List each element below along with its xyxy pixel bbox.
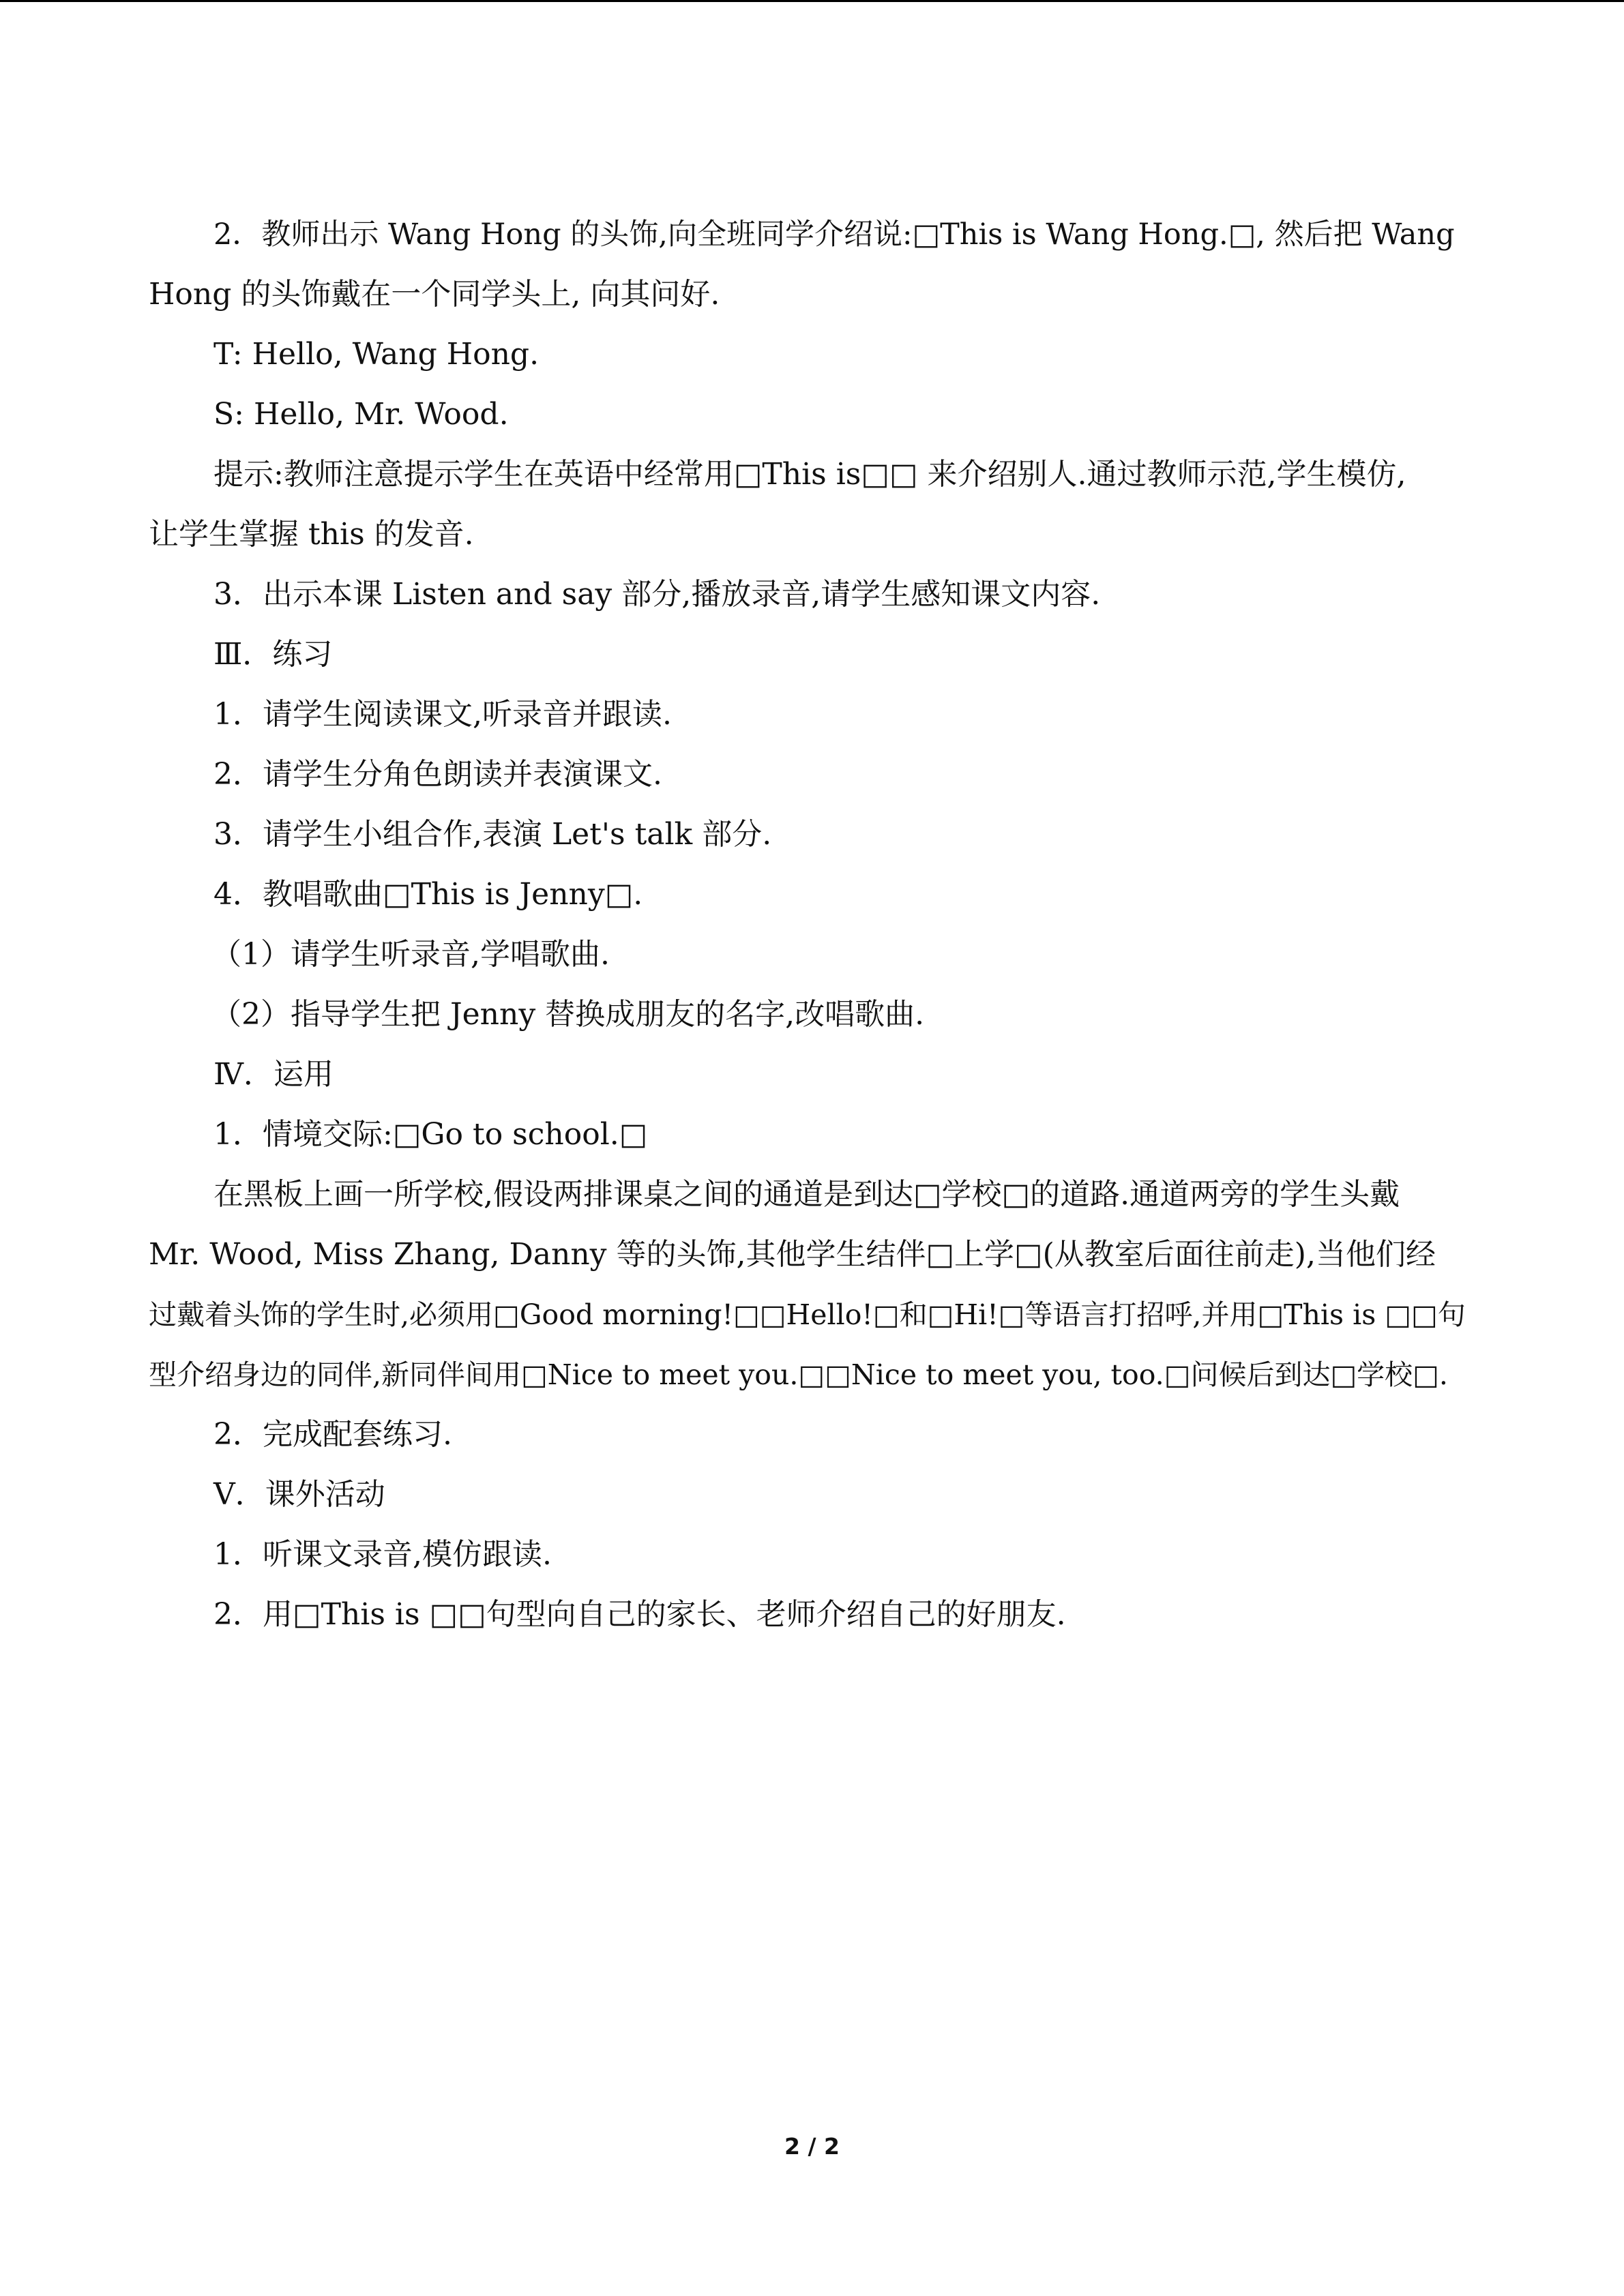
paragraph-line: 让学生掌握 this 的发音. xyxy=(149,517,474,552)
paragraph-line: Hong 的头饰戴在一个同学头上, 向其问好. xyxy=(149,277,720,312)
page-number: 2 / 2 xyxy=(784,2133,840,2160)
list-item: 1．情境交际:□Go to school.□ xyxy=(213,1117,648,1152)
list-item: 1．听课文录音,模仿跟读. xyxy=(213,1537,552,1572)
paragraph-line: 3．出示本课 Listen and say 部分,播放录音,请学生感知课文内容. xyxy=(213,577,1101,612)
list-item: 2．用□This is □□句型向自己的家长、老师介绍自己的好朋友. xyxy=(213,1597,1066,1632)
dialogue-line: S: Hello, Mr. Wood. xyxy=(213,397,509,432)
document-body xyxy=(149,205,1477,1645)
paragraph-line: 过戴着头饰的学生时,必须用□Good morning!□□Hello!□和□Hi!□等语言打招呼,并用□This is □□句 xyxy=(149,1298,1466,1331)
paragraph-line: 2．教师出示 Wang Hong 的头饰,向全班同学介绍说:□This is Wang Hong.□, 然后把 Wang xyxy=(213,218,1455,252)
paragraph-line: 在黑板上画一所学校,假设两排课桌之间的通道是到达□学校□的道路.通道两旁的学生头戴 xyxy=(213,1177,1400,1212)
paragraph-line: 提示:教师注意提示学生在英语中经常用□This is□□ 来介绍别人.通过教师示范,学生模仿, xyxy=(213,457,1406,492)
paragraph-line: Mr. Wood, Miss Zhang, Danny 等的头饰,其他学生结伴□上学□(从教室后面往前走),当他们经 xyxy=(149,1237,1436,1272)
paragraph-line: 型介绍身边的同伴,新同伴间用□Nice to meet you.□□Nice to meet you, too.□问候后到达□学校□. xyxy=(149,1358,1448,1391)
dialogue-line: T: Hello, Wang Hong. xyxy=(213,337,540,372)
section-heading: Ⅲ．练习 xyxy=(213,637,333,672)
list-item: 2．请学生分角色朗读并表演课文. xyxy=(213,757,662,792)
list-item: 1．请学生阅读课文,听录音并跟读. xyxy=(213,697,672,732)
sub-list-item: （1）请学生听录音,学唱歌曲. xyxy=(211,937,610,972)
section-heading: Ⅳ．运用 xyxy=(213,1057,334,1092)
sub-list-item: （2）指导学生把 Jenny 替换成朋友的名字,改唱歌曲. xyxy=(211,997,925,1032)
top-border-line xyxy=(0,0,1624,2)
section-heading: Ⅴ．课外活动 xyxy=(213,1477,385,1512)
list-item: 4．教唱歌曲□This is Jenny□. xyxy=(213,877,643,912)
list-item: 2．完成配套练习. xyxy=(213,1417,452,1452)
list-item: 3．请学生小组合作,表演 Let's talk 部分. xyxy=(213,817,772,852)
